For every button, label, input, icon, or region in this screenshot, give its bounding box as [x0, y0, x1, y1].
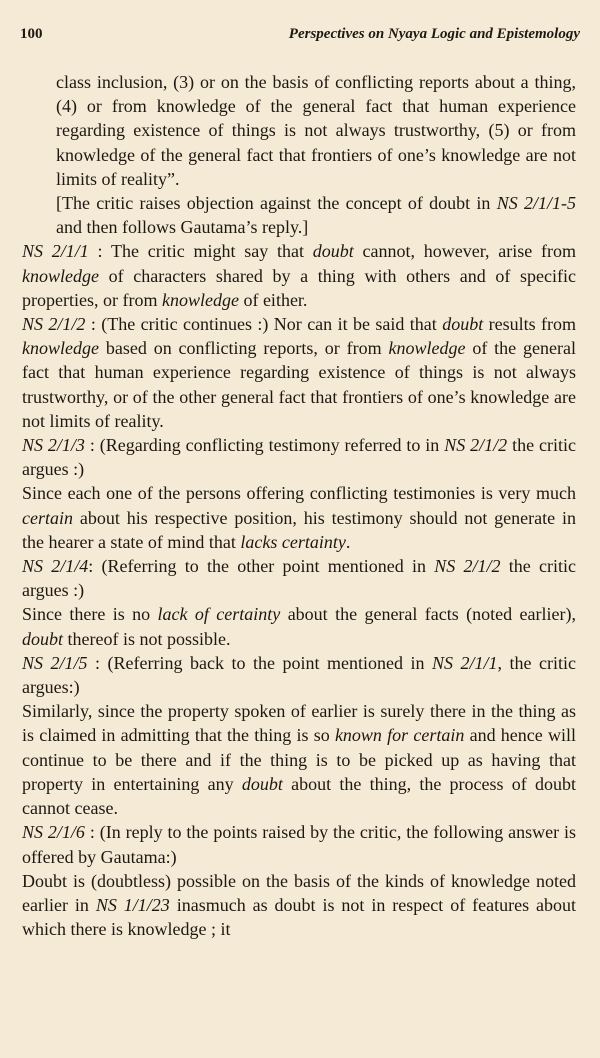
- italic-run: NS 2/1/2: [434, 556, 501, 577]
- text-run: class inclusion, (3) or on the basis of conflicting reports about a thing, (4) or from knowledge of the general fact that human experience regarding existence of things is not always trustworthy, (5) or from knowledge of the general fact that frontiers of one’s knowledge are not limits of reality”.: [56, 72, 576, 189]
- text-run: about his respective position, his testimony should not generate in the hearer a state of mind that: [22, 507, 576, 552]
- italic-run: lacks certainty: [240, 531, 346, 552]
- italic-run: doubt: [312, 241, 354, 262]
- text-run: , the critic argues:): [22, 652, 576, 698]
- text-run: and hence will continue to be there and if the thing is to be picked up as having that property in entertaining any: [22, 725, 576, 794]
- paragraph: [22, 481, 576, 554]
- italic-run: lack of certainty: [157, 604, 281, 625]
- italic-run: NS 2/1/1: [22, 241, 89, 262]
- text-run: : (Regarding conflicting testimony referred to in: [84, 435, 445, 456]
- text-run: of characters shared by a thing with others and of specific properties, or from: [22, 265, 576, 310]
- text-run: Since there is no: [22, 604, 158, 625]
- text-run: about the thing, the process of doubt cannot cease.: [22, 773, 577, 819]
- text-run: of the general fact that human experience regarding existence of things is not always trustworthy, or of the other general fact that frontiers of one’s knowledge are not limits of reality.: [22, 338, 576, 431]
- italic-run: NS 2/1/4: [22, 556, 89, 577]
- italic-run: NS 2/1/2: [444, 435, 508, 456]
- paragraph: [22, 699, 576, 820]
- italic-run: knowledge: [22, 265, 99, 286]
- text-run: the critic argues :): [22, 556, 576, 601]
- text-run: results from: [483, 314, 576, 335]
- italic-run: knowledge: [22, 338, 99, 359]
- text-run: Since each one of the persons offering conflicting testimonies is very much: [22, 483, 576, 504]
- paragraph: [22, 191, 576, 239]
- italic-run: NS 2/1/3: [22, 435, 85, 456]
- text-run: Doubt is (doubtless) possible on the basis of the kinds of knowledge noted earlier in: [22, 870, 576, 915]
- paragraph: [22, 239, 576, 312]
- text-run: thereof is not possible.: [63, 628, 231, 649]
- italic-run: NS 2/1/2: [22, 314, 86, 335]
- italic-run: NS 1/1/23: [95, 894, 170, 915]
- italic-run: doubt: [442, 314, 484, 335]
- italic-run: NS 2/1/5: [22, 652, 88, 673]
- text-run: and then follows Gautama’s reply.]: [56, 217, 309, 238]
- running-title: Perspectives on Nyaya Logic and Epistemology: [288, 26, 580, 42]
- text-run: about the general facts (noted earlier),: [280, 604, 576, 625]
- text-run: based on conflicting reports, or from: [98, 338, 389, 359]
- italic-run: NS 2/1/1: [432, 652, 498, 673]
- text-run: [The critic raises objection against the concept of doubt in: [56, 193, 497, 214]
- italic-run: knowledge: [161, 289, 239, 310]
- text-run: the critic argues :): [22, 435, 576, 480]
- text-run: cannot, however, arise from: [353, 241, 577, 262]
- italic-run: NS 2/1/6: [22, 822, 85, 843]
- paragraph: [22, 554, 576, 602]
- italic-run: doubt: [22, 628, 64, 649]
- paragraph: [22, 869, 576, 942]
- text-run: .: [345, 531, 351, 552]
- italic-run: knowledge: [388, 338, 466, 359]
- text-run: : (Referring to the other point mentioned in: [88, 556, 435, 577]
- text-run: : The critic might say that: [88, 241, 313, 262]
- paragraph: [22, 70, 576, 191]
- text-run: : (The critic continues :) Nor can it be said that: [85, 314, 443, 335]
- page-header: [20, 26, 580, 48]
- text-run: inasmuch as doubt is not in respect of features about which there is knowledge ; it: [22, 894, 576, 940]
- body-text: [22, 70, 576, 941]
- text-run: of either.: [238, 289, 308, 310]
- paragraph: [22, 602, 576, 650]
- paragraph: [22, 651, 576, 699]
- italic-run: NS 2/1/1-5: [496, 193, 576, 214]
- paragraph: [22, 820, 576, 868]
- italic-run: known for certain: [334, 725, 465, 746]
- paragraph: [22, 312, 576, 433]
- page-number: 100: [20, 26, 43, 42]
- italic-run: certain: [22, 507, 73, 528]
- italic-run: doubt: [241, 773, 283, 794]
- text-run: : (In reply to the points raised by the critic, the following answer is offered by Gautama:): [22, 822, 576, 867]
- paragraph: [22, 433, 576, 481]
- text-run: Similarly, since the property spoken of earlier is surely there in the thing as is claimed in admitting that the thing is so: [22, 701, 576, 746]
- text-run: : (Referring back to the point mentioned in: [87, 652, 432, 673]
